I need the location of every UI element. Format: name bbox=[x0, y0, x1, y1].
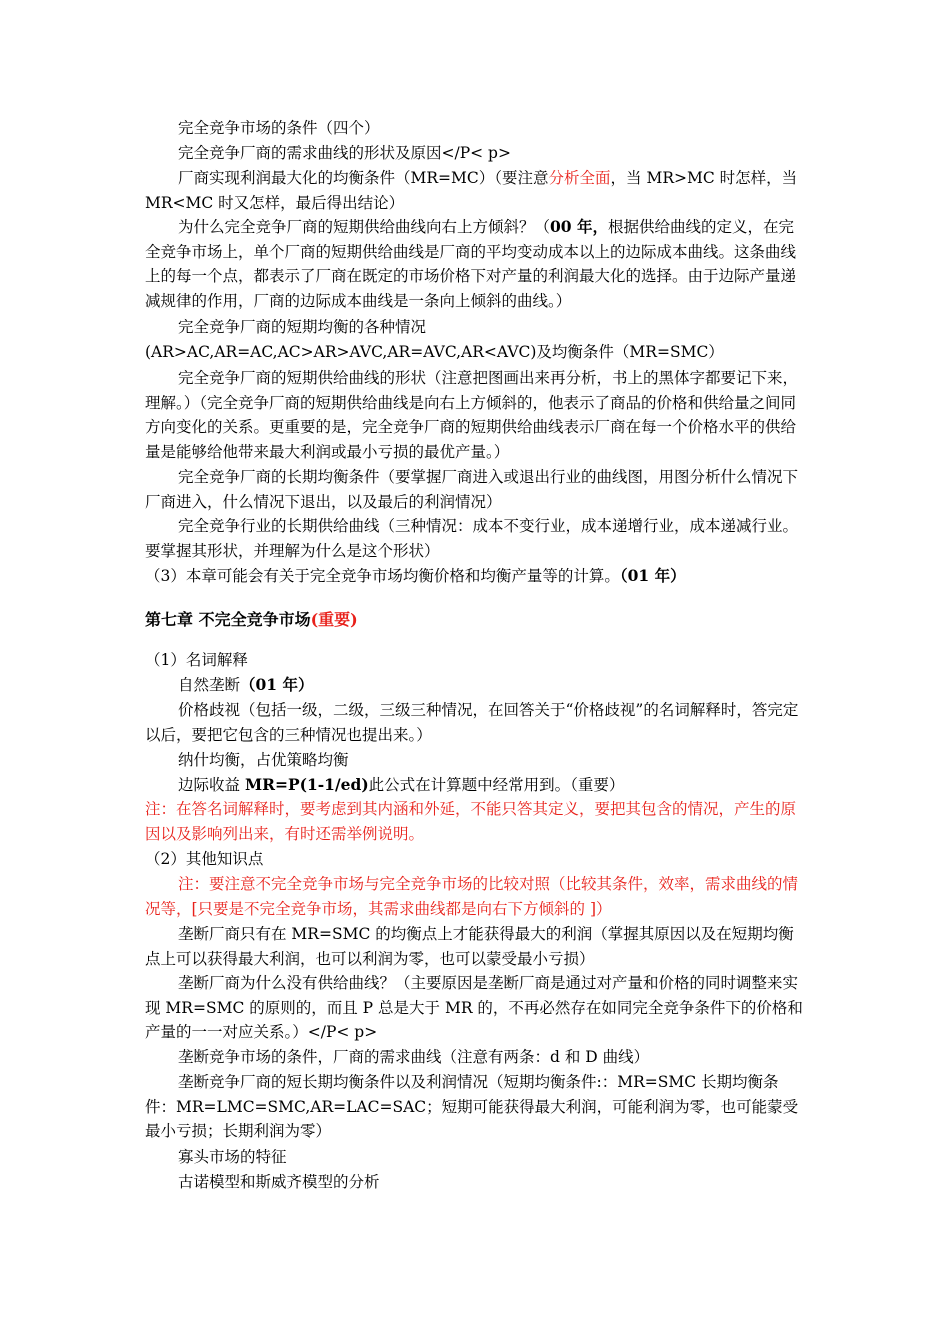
item-natural-monopoly: 自然垄断（01 年） bbox=[178, 675, 314, 694]
paragraph-equilibrium-cases: (AR>AC,AR=AC,AC>AR>AVC,AR=AVC,AR<AVC)及均衡条件（MR=SMC） bbox=[145, 343, 724, 361]
paragraph-short-run-equilibrium: 完全竞争厂商的短期均衡的各种情况 bbox=[178, 318, 427, 336]
item-cournot-sweezy: 古诺模型和斯威齐模型的分析 bbox=[178, 1173, 380, 1191]
paragraph-supply-curve-slope: 为什么完全竞争厂商的短期供给曲线向右上方倾斜？（00 年，根据供给曲线的定义，在完全竞争市场上，单个厂商的短期供给曲线是厂商的平均变动成本以上的边际成本曲线。这条曲线上的每一个点，都表示了厂商在既定的市场价格下对产量的利润最大化的选择。由于边际产量递减规律的作用，厂商的边际成本曲线是一条向上倾斜的曲线。） bbox=[145, 217, 797, 310]
chapter-heading: 第七章 不完全竞争市场(重要) bbox=[145, 610, 358, 629]
item-monopoly-no-supply-curve: 垄断厂商为什么没有供给曲线？（主要原因是垄断厂商是通过对产量和价格的同时调整来实现 MR=SMC 的原则的，而且 P 总是大于 MR 的，不再必然存在如同完全竞争条件下的价格和产量的一一对应关系。）</P< p> bbox=[145, 974, 803, 1041]
item-monopolistic-competition-equilibrium: 垄断竞争厂商的短长期均衡条件以及利润情况（短期均衡条件:：MR=SMC 长期均衡条件：MR=LMC=SMC,AR=LAC=SAC；短期可能获得最大利润，可能利润为零，也可能蒙受最小亏损；长期利润为零） bbox=[145, 1073, 799, 1140]
section-term-definitions: （1）名词解释 bbox=[145, 651, 248, 669]
item-monopolistic-competition-conditions: 垄断竞争市场的条件，厂商的需求曲线（注意有两条：d 和 D 曲线） bbox=[178, 1048, 650, 1066]
paragraph-calculation-note: （3）本章可能会有关于完全竞争市场均衡价格和均衡产量等的计算。（01 年） bbox=[145, 566, 686, 585]
item-price-discrimination: 价格歧视（包括一级，二级，三级三种情况，在回答关于“价格歧视”的名词解释时，答完定以后，要把它包含的三种情况也提出来。） bbox=[145, 701, 799, 744]
paragraph-profit-max-condition: 厂商实现利润最大化的均衡条件（MR=MC）（要注意分析全面，当 MR>MC 时怎样，当 MR<MC 时又怎样，最后得出结论） bbox=[145, 169, 798, 212]
item-marginal-revenue: 边际收益 MR=P(1-1/ed)此公式在计算题中经常用到。（重要） bbox=[178, 775, 625, 794]
highlight-text: 分析全面 bbox=[548, 169, 611, 187]
section-other-points: （2）其他知识点 bbox=[145, 850, 264, 868]
item-monopoly-profit: 垄断厂商只有在 MR=SMC 的均衡点上才能获得最大的利润（掌握其原因以及在短期均衡点上可以获得最大利润，也可以利润为零，也可以蒙受最小亏损） bbox=[145, 925, 794, 968]
item-nash-equilibrium: 纳什均衡，占优策略均衡 bbox=[178, 751, 349, 769]
paragraph-short-run-supply-shape: 完全竞争厂商的短期供给曲线的形状（注意把图画出来再分析，书上的黑体字都要记下来，理解。）（完全竞争厂商的短期供给曲线是向右上方倾斜的，他表示了商品的价格和供给量之间同方向变化的关系。更重要的是，完全竞争厂商的短期供给曲线表示厂商在每一个价格水平的供给量是能够给他带来最大利润或最小亏损的最优产量。） bbox=[145, 369, 799, 461]
item-oligopoly-features: 寡头市场的特征 bbox=[178, 1148, 287, 1166]
paragraph-perfect-competition-conditions: 完全竞争市场的条件（四个） bbox=[178, 119, 380, 137]
note-definitions: 注：在答名词解释时，要考虑到其内涵和外延，不能只答其定义，要把其包含的情况，产生的原因以及影响列出来，有时还需举例说明。 bbox=[145, 800, 797, 843]
paragraph-industry-long-run-supply: 完全竞争行业的长期供给曲线（三种情况：成本不变行业，成本递增行业，成本递减行业。要掌握其形状，并理解为什么是这个形状） bbox=[145, 517, 799, 560]
paragraph-long-run-equilibrium: 完全竞争厂商的长期均衡条件（要掌握厂商进入或退出行业的曲线图，用图分析什么情况下厂商进入，什么情况下退出，以及最后的利润情况） bbox=[145, 468, 799, 511]
note-comparison: 注：要注意不完全竞争市场与完全竞争市场的比较对照（比较其条件，效率，需求曲线的情况等，[只要是不完全竞争市场，其需求曲线都是向右下方倾斜的 ]） bbox=[145, 875, 799, 918]
paragraph-demand-curve: 完全竞争厂商的需求曲线的形状及原因</P< p> bbox=[178, 144, 511, 162]
